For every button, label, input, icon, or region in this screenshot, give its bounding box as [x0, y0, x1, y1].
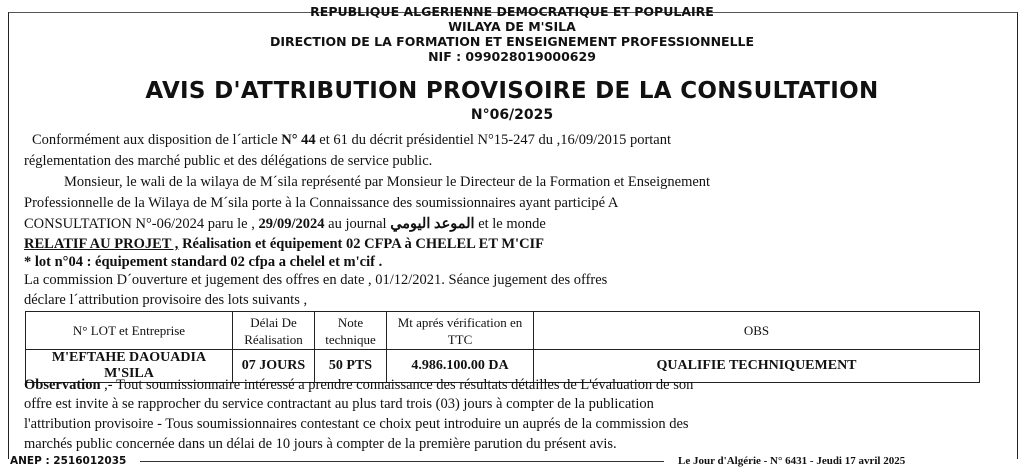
cell-amount: 4.986.100.00 DA: [387, 350, 534, 383]
body-line: déclare l´attribution provisoire des lots suivants ,: [24, 292, 308, 308]
body-line: Conformément aux disposition de l´article N° 44 et 61 du décrit présidentiel N°15-247 du ,16/09/2015 portant: [32, 132, 672, 148]
journal-reference: Le Jour d'Algérie - N° 6431 - Jeudi 17 avril 2025: [678, 455, 906, 467]
footer-rule: [140, 461, 664, 462]
cell-company: M'EFTAHE DAOUADIA M'SILA: [26, 350, 233, 383]
table-header-row: [26, 312, 980, 350]
body-line: Monsieur, le wali de la wilaya de M´sila représenté par Monsieur le Directeur de la Formation et Enseignement: [64, 174, 711, 190]
observation-line: Observation ,- Tout soumissionnaire intéressé a prendre connaissance des résultats détailles de L'évaluation de son: [24, 377, 694, 393]
col-header: Délai De Réalisation: [233, 312, 315, 350]
cell-obs: QUALIFIE TECHNIQUEMENT: [534, 350, 980, 383]
notice-title: AVIS D'ATTRIBUTION PROVISOIRE DE LA CONSULTATION: [145, 78, 879, 104]
col-header: OBS: [534, 312, 980, 350]
header-direction: DIRECTION DE LA FORMATION ET ENSEIGNEMENT PROFESSIONNELLE: [269, 34, 755, 49]
anep-reference: ANEP : 2516012035: [10, 455, 127, 467]
observation-line: offre est invite à se rapprocher du service contractant au plus tard trois (03) jours à compter de la publication: [24, 396, 654, 412]
header-wilaya: WILAYA DE M'SILA: [448, 19, 576, 34]
body-line: La commission D´ouverture et jugement des offres en date , 01/12/2021. Séance jugement des offres: [24, 272, 608, 288]
cell-note: 50 PTS: [315, 350, 387, 383]
body-line: Professionnelle de la Wilaya de M´sila porte à la Connaissance des soumissionnaires ayant participé A: [24, 195, 619, 211]
observation-line: marchés public concernée dans un délai de 10 jours à compter de la première parution du présent avis.: [24, 436, 617, 452]
cell-delay: 07 JOURS: [233, 350, 315, 383]
observation-line: l'attribution provisoire - Tous soumissionnaires contestant ce choix peut introduire un auprés de la commission des: [24, 416, 689, 432]
notice-number: N°06/2025: [470, 107, 554, 123]
col-header: N° LOT et Entreprise: [26, 312, 233, 350]
col-header: Mt aprés vérification en TTC: [387, 312, 534, 350]
project-line: RELATIF AU PROJET , Réalisation et équipement 02 CFPA à CHELEL ET M'CIF: [24, 236, 545, 252]
header-republic: REPUBLIQUE ALGERIENNE DEMOCRATIQUE ET POPULAIRE: [310, 4, 714, 19]
attribution-table: [25, 311, 980, 383]
body-line: CONSULTATION N°-06/2024 paru le , 29/09/2024 au journal الموعد اليومي et le monde: [24, 216, 546, 232]
body-line: réglementation des marché public et des délégations de service public.: [24, 153, 433, 169]
col-header: Note technique: [315, 312, 387, 350]
header-nif: NIF : 099028019000629: [428, 49, 596, 64]
lot-line: * lot n°04 : équipement standard 02 cfpa a chelel et m'cif .: [24, 254, 383, 270]
